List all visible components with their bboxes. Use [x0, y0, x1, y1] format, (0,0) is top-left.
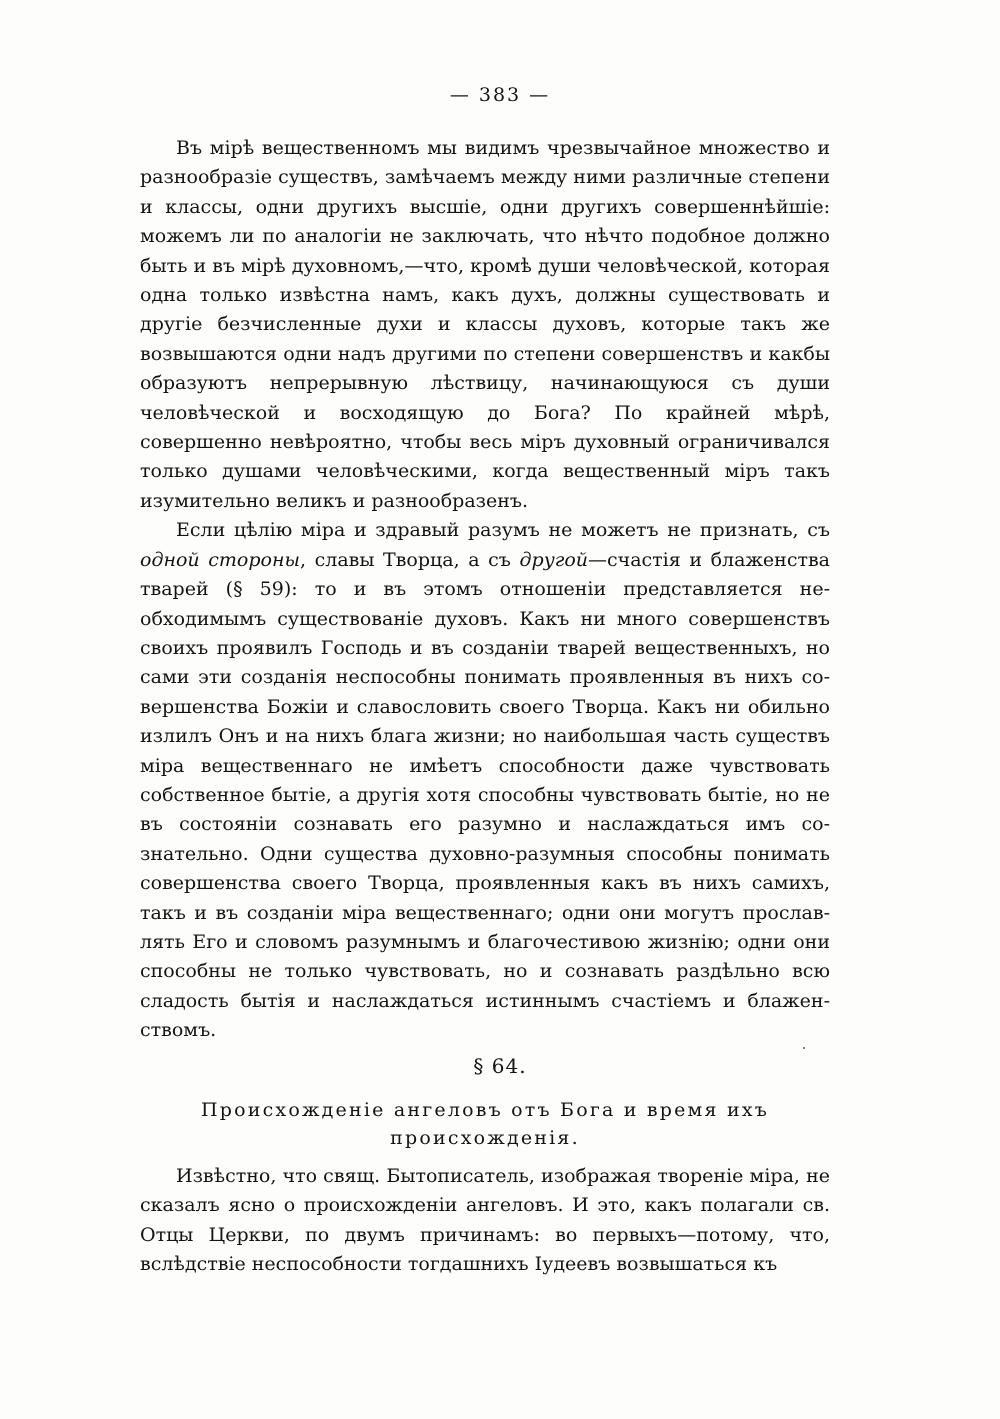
section-number: § 64.	[473, 1054, 527, 1078]
paragraph-origin-of-angels: Извѣстно, что свящ. Бытописатель, изображая твореніе міра, не сказалъ ясно о происхожденіи ангеловъ. И это, какъ полагали св. Отцы Церкви, по двумъ причинамъ: во первыхъ—потому, что, вслѣдствіе неспособности тогдашнихъ Іудеевъ возвышаться къ	[140, 1165, 830, 1276]
page-number: — 383 —	[449, 84, 551, 106]
italic-phrase: одной стороны	[140, 548, 300, 571]
section-title: Происхожденіе ангеловъ отъ Бога и время ихъ происхожденія.	[200, 1099, 770, 1149]
text-block-upper	[140, 134, 830, 1046]
paragraph-purpose-of-world	[140, 516, 830, 1045]
italic-phrase: другой	[519, 548, 588, 571]
print-speck	[803, 1047, 805, 1049]
paragraph-text-span: Если цѣлію міра и здравый разумъ не можетъ не признать, съ	[176, 519, 830, 542]
text-block-lower	[140, 1162, 830, 1280]
paragraph-material-world: Въ мірѣ вещественномъ мы видимъ чрезвычайное множество и разнообразіе существъ, замѣчаемъ между ними различные степени и классы, одни другихъ высшіе, одни другихъ совершеннѣйшіе: можемъ ли по аналогіи не заключать, что нѣчто подобное должно быть и въ мірѣ духовномъ,—что, кромѣ души человѣческой, которая одна только извѣстна намъ, какъ духъ, должны существовать и другіе безчисленные духи и классы духовъ, которые такъ же возвышаются одни надъ другими по степени совершенствъ и какбы образуютъ непрерывную лѣствицу, начинающуюся съ души человѣческой и восходящую до Бога? По крайней мѣрѣ, совершенно невѣроятно, чтобы весь міръ духовный ограничивался только душами человѣческими, когда вещественный міръ такъ изумительно великъ и разнообразенъ.	[140, 137, 830, 512]
paragraph-text-span: —счастія и блаженства тварей (§ 59): то и въ этомъ отношеніи представляется необходимымъ существованіе духовъ. Какъ ни много совершенствъ своихъ проявилъ Господь и въ созданіи тварей вещественныхъ, но сами эти созданія неспособны понимать проявленныя въ нихъ совершенства Божіи и славословить своего Творца. Какъ ни обильно излилъ Онъ и на нихъ блага жизни; но наибольшая часть существъ міра вещественнаго не имѣетъ способности даже чувствовать собственное бытіе, а другія хотя способны чувствовать бытіе, но не въ состояніи сознавать его разумно и наслаждаться имъ сознательно. Одни существа духовно-разумныя способны понимать совершенства своего Творца, проявленныя какъ въ нихъ самихъ, такъ и въ созданіи міра вещественнаго; одни они могутъ прославлять Его и словомъ разумнымъ и благочестивою жизнію; одни они способны не только чувствовать, но и сознавать раздѣльно всю сладость бытія и наслаждаться истиннымъ счастіемъ и блаженствомъ.	[140, 548, 831, 1042]
paragraph-text-span: , славы Творца, а съ	[299, 548, 520, 571]
